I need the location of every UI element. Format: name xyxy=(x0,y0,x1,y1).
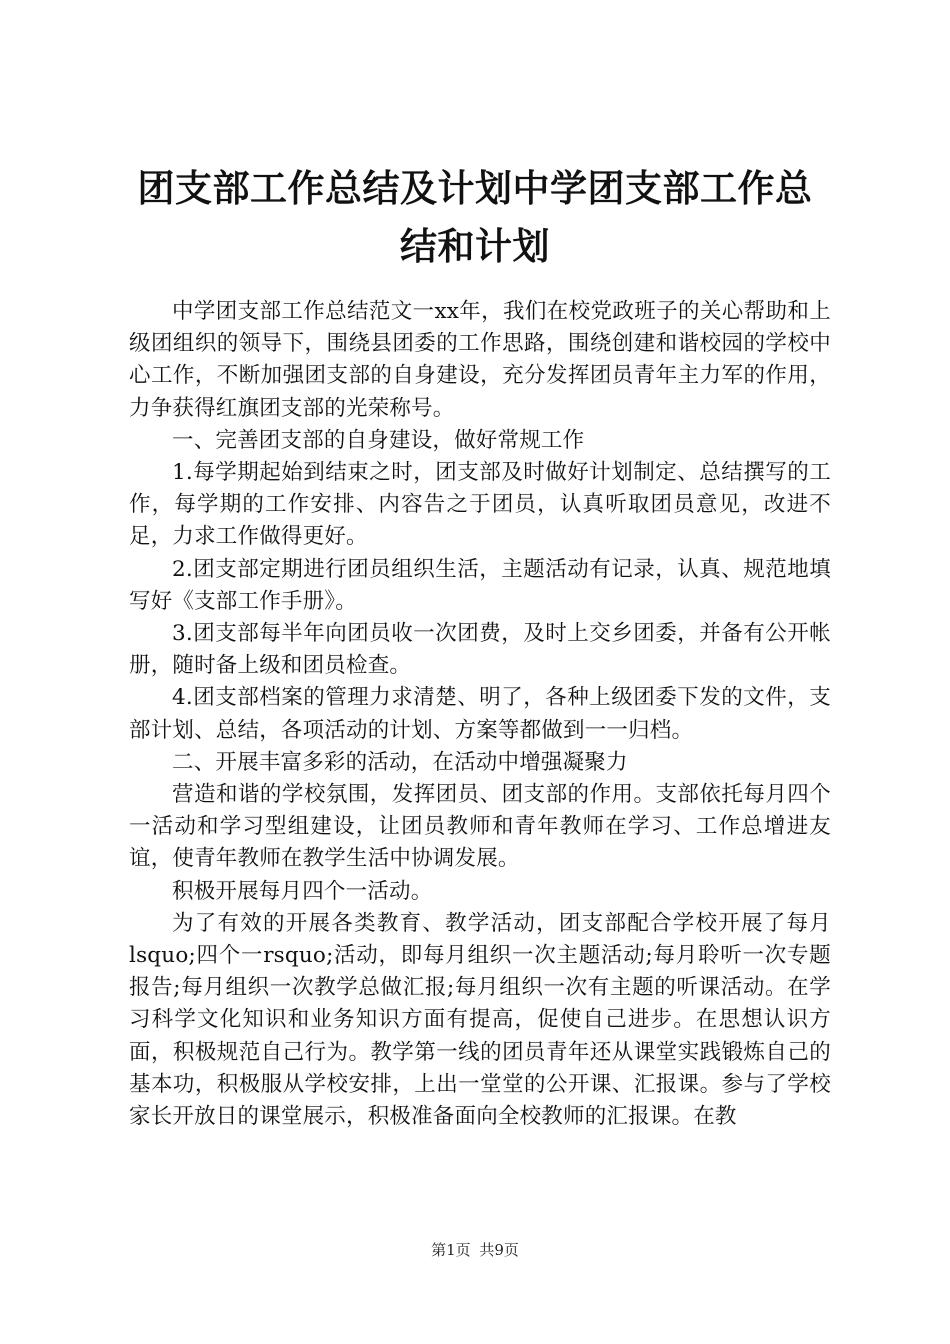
paragraph: 3.团支部每半年向团员收一次团费，及时上交乡团委，并备有公开帐册，随时备上级和团员检查。 xyxy=(129,621,831,679)
paragraph: 营造和谐的学校氛围，发挥团员、团支部的作用。支部依托每月四个一活动和学习型组建设，让团员教师和青年教师在学习、工作总增进友谊，使青年教师在教学生活中协调发展。 xyxy=(129,782,831,872)
section-heading: 一、完善团支部的自身建设，做好常规工作 xyxy=(172,427,585,453)
paragraph: 为了有效的开展各类教育、教学活动，团支部配合学校开展了每月lsquo;四个一rsquo;活动，即每月组织一次主题活动;每月聆听一次专题报告;每月组织一次教学总做汇报;每月组织一次有主题的听课活动。在学习科学文化知识和业务知识方面有提高，促使自己进步。在思想认识方面，积极规范自己行为。教学第一线的团员青年还从课堂实践锻炼自己的基本功，积极服从学校安排，上出一堂堂的公开课、汇报课。参与了学校家长开放日的课堂展示，积极准备面向全校教师的汇报课。在教 xyxy=(129,910,831,1130)
section-heading: 二、开展丰富多彩的活动，在活动中增强凝聚力 xyxy=(172,749,628,775)
document-title: 团支部工作总结及计划中学团支部工作总结和计划 xyxy=(137,167,813,268)
document-body xyxy=(129,296,831,1133)
paragraph: 2.团支部定期进行团员组织生活，主题活动有记录，认真、规范地填写好《支部工作手册》。 xyxy=(129,556,831,614)
paragraph: 积极开展每月四个一活动。 xyxy=(172,878,433,904)
paragraph: 1.每学期起始到结束之时，团支部及时做好计划制定、总结撰写的工作，每学期的工作安排、内容告之于团员，认真听取团员意见，改进不足，力求工作做得更好。 xyxy=(129,460,831,550)
paragraph: 4.团支部档案的管理力求清楚、明了，各种上级团委下发的文件，支部计划、总结，各项活动的计划、方案等都做到一一归档。 xyxy=(129,685,831,743)
page-total: 共9页 xyxy=(479,1241,519,1259)
page-footer xyxy=(0,1240,950,1260)
page-number: 第1页 xyxy=(431,1241,471,1259)
paragraph: 中学团支部工作总结范文一xx年，我们在校党政班子的关心帮助和上级团组织的领导下，围绕县团委的工作思路，围绕创建和谐校园的学校中心工作，不断加强团支部的自身建设，充分发挥团员青年主力军的作用，力争获得红旗团支部的光荣称号。 xyxy=(129,299,831,421)
